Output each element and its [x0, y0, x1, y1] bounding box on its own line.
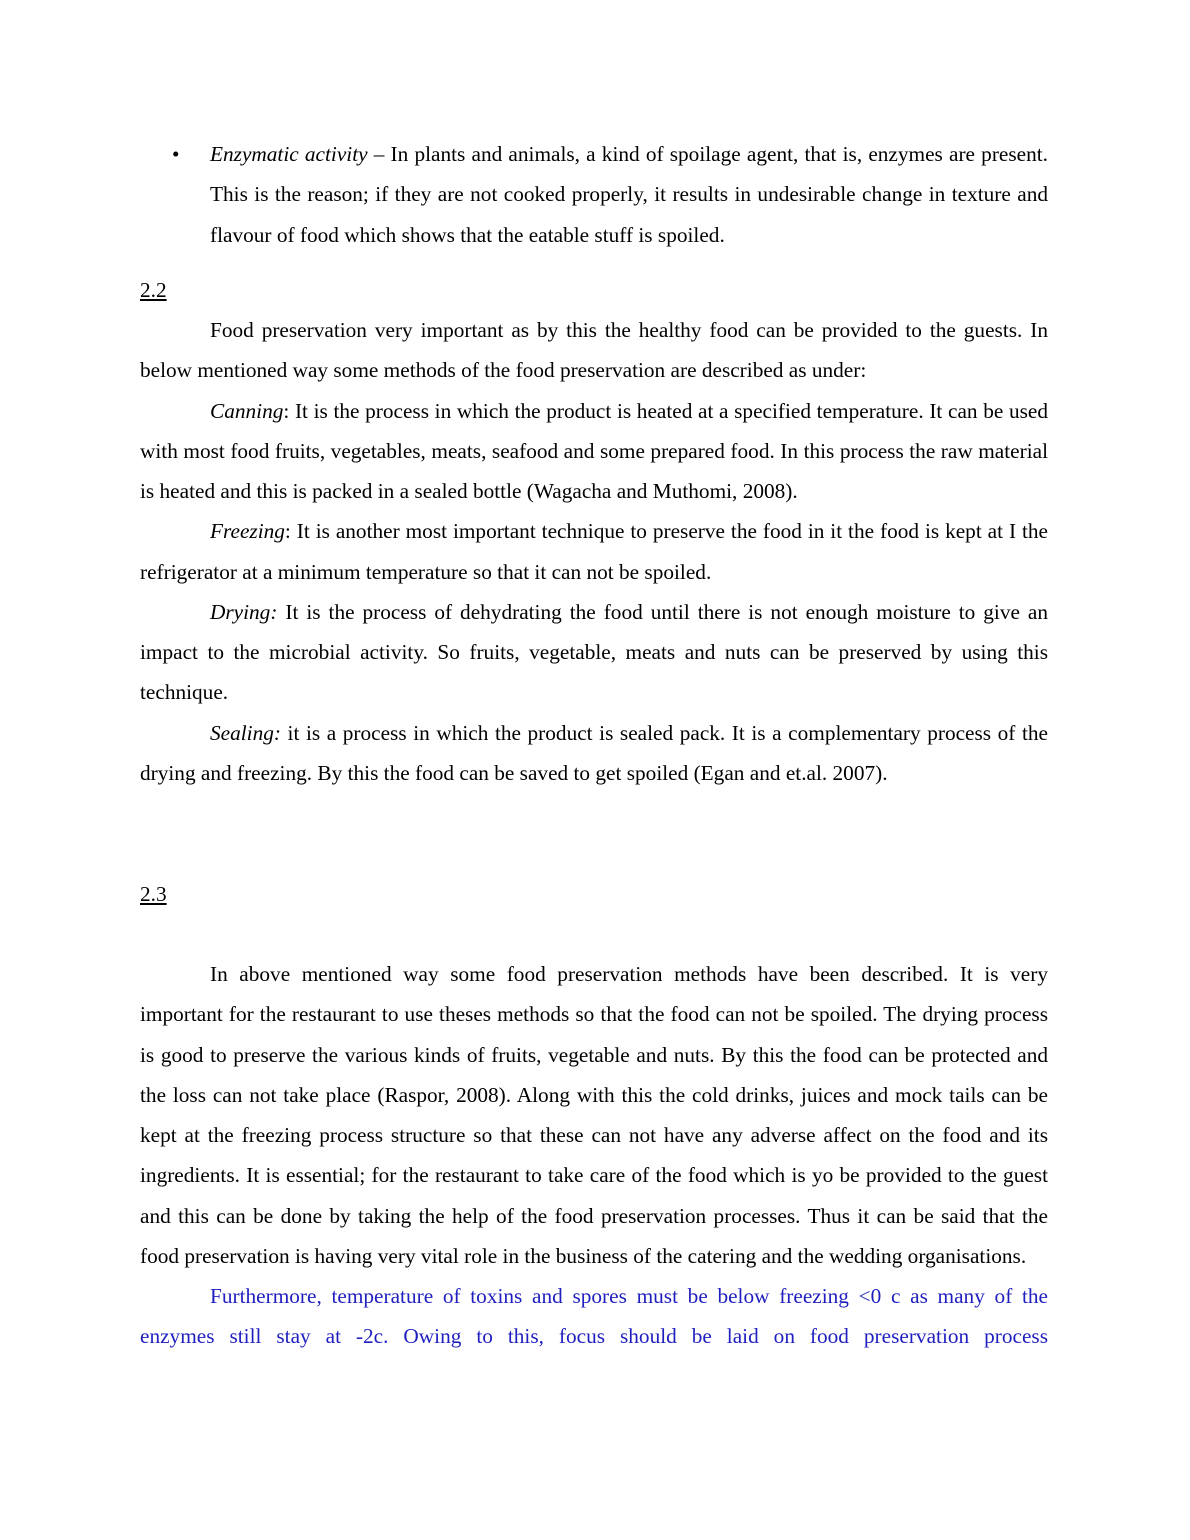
heading-text: 2.2 [140, 278, 167, 302]
method-sealing [140, 713, 1048, 794]
method-text: : It is the process in which the product is heated at a specified temperature. It can be used with most food fruits, vegetables, meats, seafood and some prepared food. In this process the raw material is heated and this is packed in a sealed bottle (Wagacha and Muthomi, 2008). [140, 398, 1048, 503]
conclusion-paragraph: In above mentioned way some food preservation methods have been described. It is very important for the restaurant to use theses methods so that the food can not be spoiled. The drying process is good to preserve the various kinds of fruits, vegetable and nuts. By this the food can be protected and the loss can not take place (Raspor, 2008). Along with this the cold drinks, juices and mock tails can be kept at the freezing process structure so that these can not have any adverse affect on the food and its ingredients. It is essential; for the restaurant to take care of the food which is yo be provided to the guest and this can be done by taking the help of the food preservation processes. Thus it can be said that the food preservation is having very vital role in the business of the catering and the wedding organisations. [140, 962, 1048, 1268]
method-canning [140, 391, 1048, 512]
bullet-term: Enzymatic activity [210, 142, 368, 166]
method-term: Freezing [210, 519, 285, 544]
highlighted-paragraph: Furthermore, temperature of toxins and spores must be below freezing <0 c as many of the enzymes still stay at -2c. Owing to this, focus should be laid on food preservation process [140, 1284, 1048, 1349]
intro-paragraph: Food preservation very important as by this the healthy food can be provided to the guests. In below mentioned way some methods of the food preservation are described as under: [140, 318, 1048, 383]
bullet-list [140, 134, 1048, 255]
method-freezing [140, 511, 1048, 592]
bullet-text: – In plants and animals, a kind of spoilage agent, that is, enzymes are present. This is the reason; if they are not cooked properly, it results in undesirable change in texture and flavour of food which shows that the eatable stuff is spoiled. [210, 142, 1048, 247]
bullet-icon: • [172, 142, 180, 166]
heading-text: 2.3 [140, 882, 167, 906]
section-2-3-heading [140, 874, 1048, 914]
section-2-2-heading [140, 270, 1048, 310]
section-2-2-body [140, 310, 1048, 793]
method-drying [140, 592, 1048, 713]
method-text: It is the process of dehydrating the food until there is not enough moisture to give an impact to the microbial activity. So fruits, vegetable, meats and nuts can be preserved by using this technique. [140, 599, 1048, 705]
bullet-item-enzymatic-activity [140, 134, 1048, 255]
method-text: : It is another most important technique to preserve the food in it the food is kept at I the refrigerator at a minimum temperature so that it can not be spoiled. [140, 519, 1048, 584]
section-2-3-body [140, 954, 1048, 1357]
method-term: Sealing: [210, 720, 281, 745]
method-term: Drying: [210, 599, 278, 624]
method-term: Canning [210, 398, 284, 423]
method-text: it is a process in which the product is sealed pack. It is a complementary process of the drying and freezing. By this the food can be saved to get spoiled (Egan and et.al. 2007). [140, 720, 1048, 785]
